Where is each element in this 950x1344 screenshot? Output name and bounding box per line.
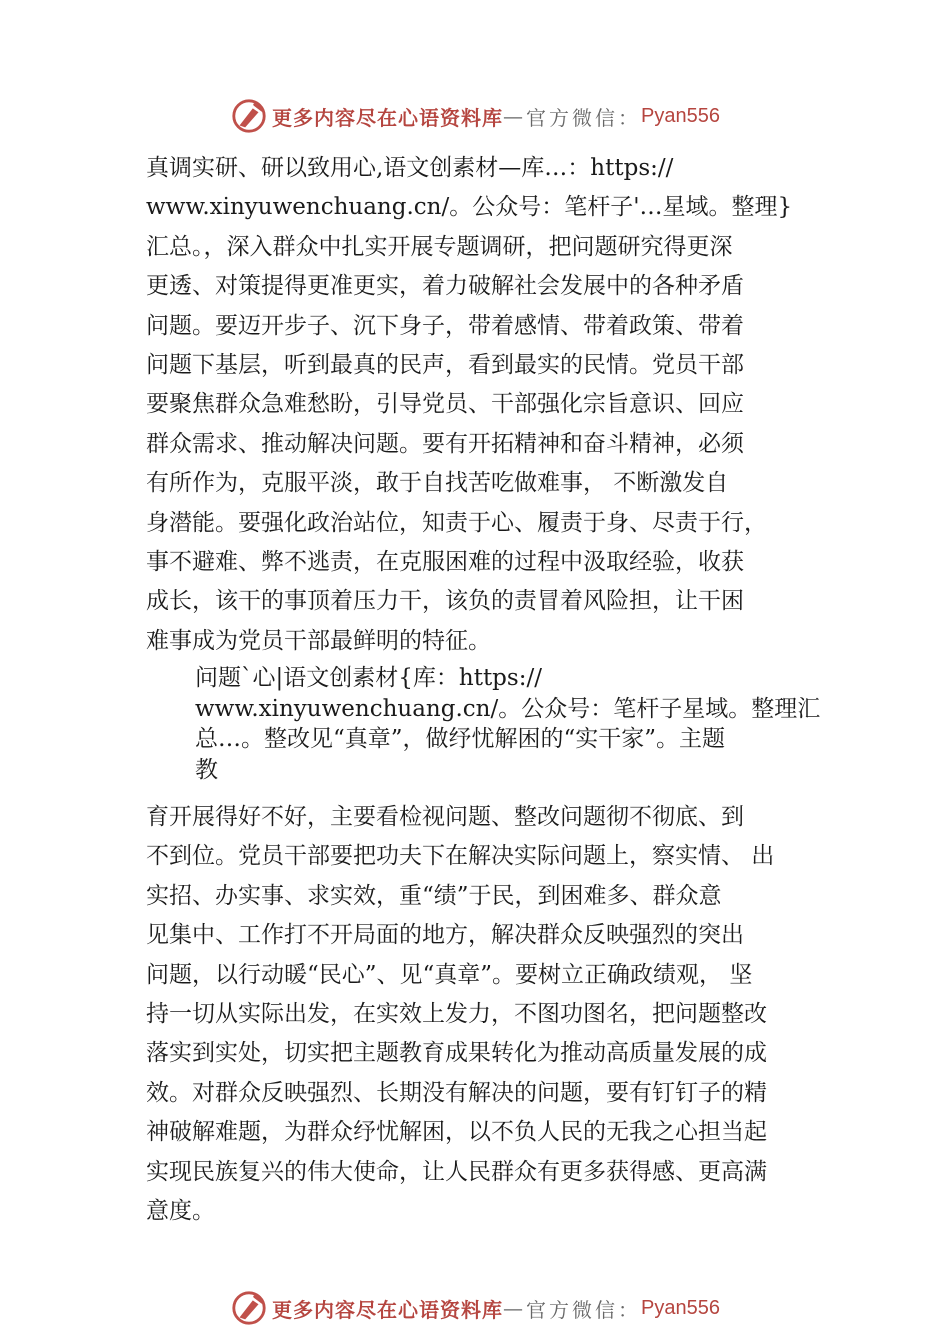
text-line: www.xinyuwenchuang.cn/。公众号：笔杆子'…星域。整理}	[146, 194, 793, 221]
brand-logo-icon	[230, 97, 268, 135]
text-line: 意度。	[146, 1198, 215, 1225]
banner-channel-text: 官方微信：	[526, 105, 642, 130]
text-line: 问题下基层，听到最真的民声，看到最实的民情。党员干部	[146, 352, 744, 379]
text-line: 不到位。党员干部要把功夫下在解决实际问题上，察实情、 出	[146, 843, 775, 870]
text-line: 更透、对策提得更准更实，着力破解社会发展中的各种矛盾	[146, 273, 744, 300]
body-paragraph-3	[146, 798, 846, 1231]
text-line: 汇总。，深入群众中扎实开展专题调研，把问题研究得更深	[146, 233, 733, 260]
text-line: 神破解难题，为群众纾忧解困，以不负人民的无我之心担当起	[146, 1119, 767, 1146]
text-line: 实招、办实事、求实效，重“绩”于民，到困难多、群众意	[146, 882, 722, 909]
text-line: 有所作为，克服平淡，敢于自找苦吃做难事， 不断激发自	[146, 470, 729, 497]
text-line: 问题。要迈开步子、沉下身子，带着感情、带着政策、带着	[146, 312, 744, 339]
banner-channel-text: 官方微信：	[526, 1297, 642, 1322]
text-line: 事不避难、弊不逃责，在克服困难的过程中汲取经验，收获	[146, 549, 744, 576]
banner-wechat-id: Pyan556	[641, 1296, 720, 1319]
footer-banner	[0, 1286, 950, 1330]
text-line: 教	[195, 756, 218, 783]
text-line: 身潜能。要强化政治站位，知责于心、履责于身、尽责于行，	[146, 509, 767, 536]
text-line: 要聚焦群众急难愁盼，引导党员、干部强化宗旨意识、回应	[146, 391, 744, 418]
text-line: 见集中、工作打不开局面的地方，解决群众反映强烈的突出	[146, 922, 744, 949]
text-line: 持一切从实际出发，在实效上发力，不图功图名，把问题整改	[146, 1001, 767, 1028]
text-line: 效。对群众反映强烈、长期没有解决的问题，要有钉钉子的精	[146, 1079, 767, 1106]
text-line: 总…。整改见“真章”，做纾忧解困的“实干家”。主题	[195, 726, 726, 752]
text-line: 成长，该干的事顶着压力干，该负的责冒着风险担，让干困	[146, 588, 744, 615]
text-line: 问题`心|语文创素材{库：https://	[195, 665, 542, 691]
body-paragraph-1	[146, 149, 846, 661]
banner-wechat-id: Pyan556	[641, 104, 720, 127]
banner-brand-text: 更多内容尽在心语资料库	[272, 1297, 504, 1322]
text-line: www.xinyuwenchuang.cn/。公众号：笔杆子星域。整理汇	[195, 695, 821, 722]
text-line: 落实到实处，切实把主题教育成果转化为推动高质量发展的成	[146, 1040, 767, 1067]
banner-dash: —	[503, 1296, 527, 1320]
text-line: 难事成为党员干部最鲜明的特征。	[146, 627, 491, 654]
text-line: 问题，以行动暖“民心”、见“真章”。要树立正确政绩观， 坚	[146, 961, 753, 988]
body-paragraph-2	[195, 663, 845, 785]
banner-brand-text: 更多内容尽在心语资料库	[272, 105, 504, 130]
banner-dash: —	[503, 104, 527, 128]
brand-logo-icon	[230, 1289, 268, 1327]
text-line: 实现民族复兴的伟大使命，让人民群众有更多获得感、更高满	[146, 1158, 767, 1185]
text-line: 真调实研、研以致用心,语文创素材—库…：https://	[146, 155, 674, 181]
text-line: 群众需求、推动解决问题。要有开拓精神和奋斗精神，必须	[146, 430, 744, 457]
text-line: 育开展得好不好，主要看检视问题、整改问题彻不彻底、到	[146, 804, 744, 830]
header-banner	[0, 94, 950, 138]
